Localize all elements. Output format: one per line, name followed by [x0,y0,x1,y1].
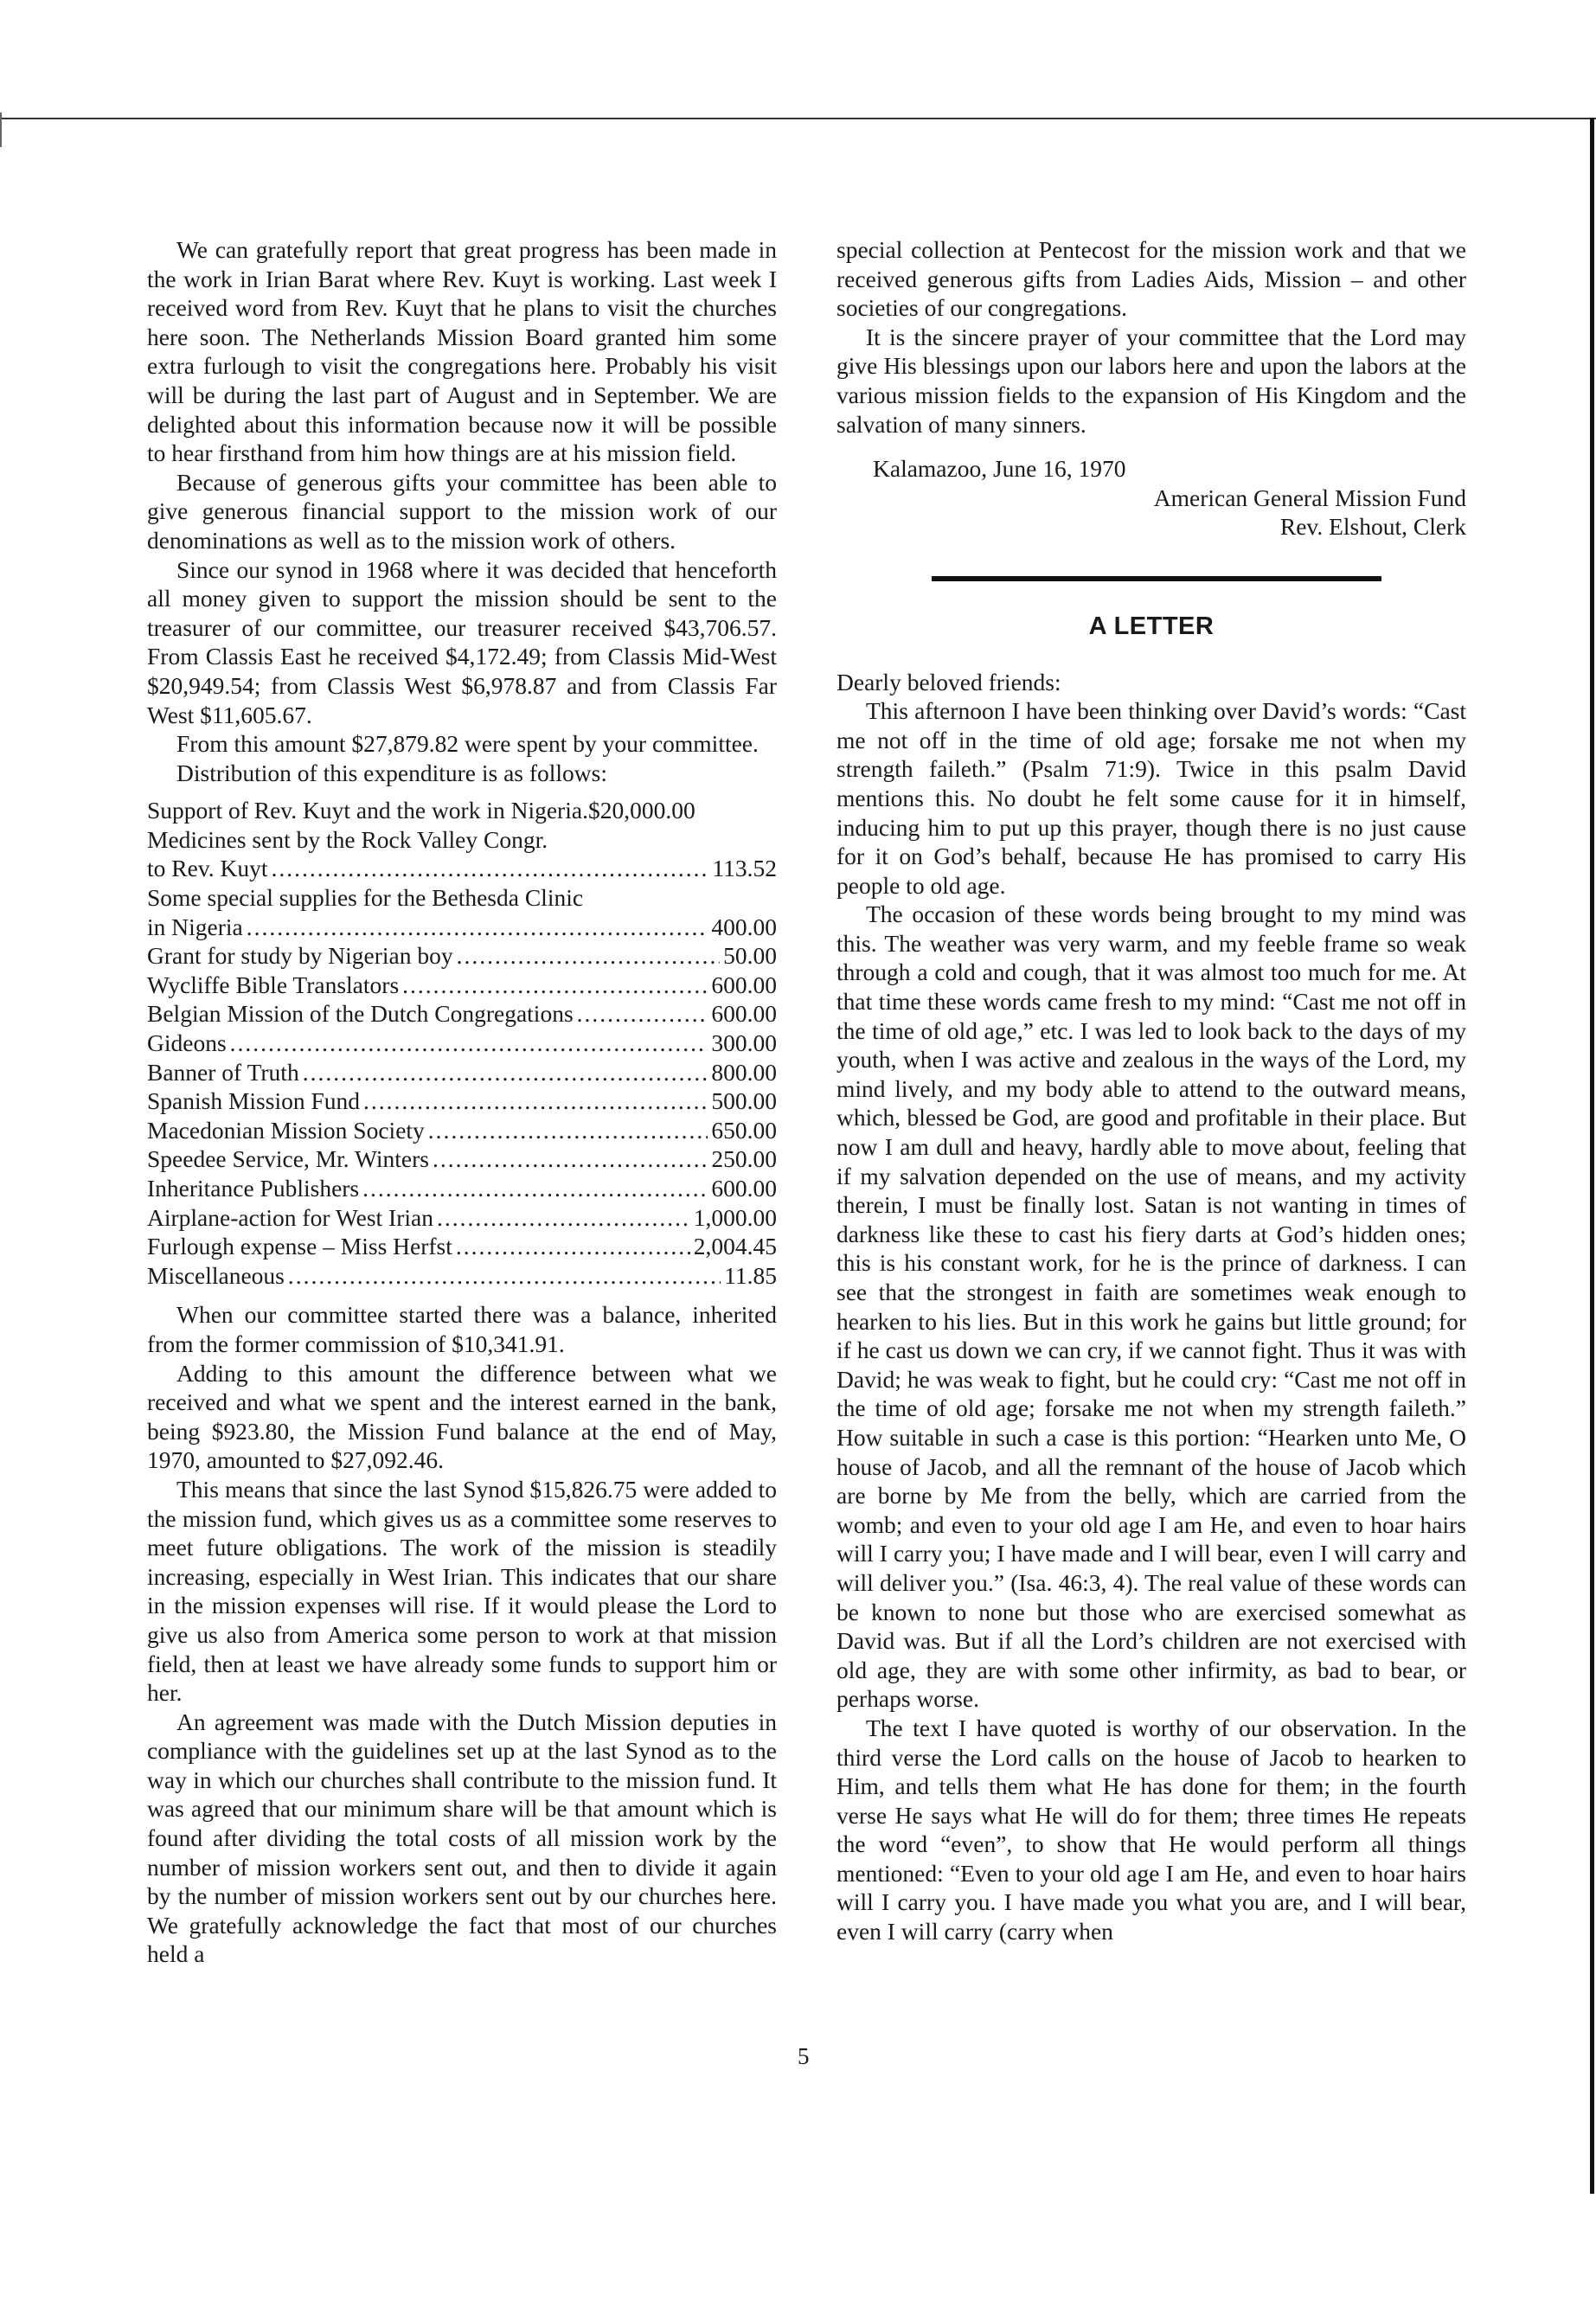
expenditure-amount: 500.00 [711,1087,777,1115]
paragraph: We can gratefully report that great progress has been made in the work in Irian Barat where Rev. Kuyt is working. Last week I received word from Rev. Kuyt that he plans to visit the churches here soon. The Netherlands Mission Board granted him some extra furlough to visit the congregations here. Probably his visit will be during the last part of August and in September. We are delighted about this information because now it will be possible to hear firsthand from him how things are at his mission field. [147,236,777,467]
paragraph: The text I have quoted is worthy of our observation. In the third verse the Lord calls on the house of Jacob to hearken to Him, and tells them what He has done for them; in the fourth verse He says what He will do for them; three times He repeats the word “even”, to show that He would perform all things mentioned: “Even to your old age I am He, and even to hoar hairs will I carry you. I have made you what you are, and I will bear, even I will carry (carry when [836,1714,1466,1945]
expenditure-row [147,854,777,883]
expenditure-label: to Rev. Kuyt [147,855,268,882]
expenditure-label: Miscellaneous [147,1261,285,1289]
dot-leader [577,999,708,1029]
dot-leader [433,1144,708,1174]
expenditure-row [147,1174,777,1203]
paragraph: When our committee started there was a balance, inherited from the former commission of $10,341.91. [147,1301,777,1357]
expenditure-amount: 400.00 [711,913,777,940]
expenditure-label: Furlough expense – Miss Herfst [147,1233,452,1260]
expenditure-label: Support of Rev. Kuyt and the work in Nigeria [147,797,583,824]
expenditure-row [147,1203,777,1233]
expenditure-row [147,1086,777,1116]
expenditure-amount: 1,000.00 [693,1203,777,1231]
expenditure-row [147,883,777,913]
left-column [147,235,777,1969]
expenditure-amount: 800.00 [711,1058,777,1086]
dot-leader [362,1174,708,1203]
paragraph: special collection at Pentecost for the mission work and that we received generous gifts from Ladies Aids, Mission – and other societies of our congregations. [836,236,1466,322]
expenditure-row [147,1058,777,1087]
dot-leader [402,971,708,1000]
dot-leader [288,1261,721,1291]
expenditure-amount: 113.52 [712,855,777,882]
dot-leader [457,941,721,971]
paragraph: The occasion of these words being brought to my mind was this. The weather was very warm, and my feeble frame so weak through a cold and cough, that it was almost too much for me. At that time these words came fresh to my mind: “Cast me not off in the time of old age,” etc. I was led to look back to the days of my youth, when I was active and zealous in the ways of the Lord, my mind lively, and my body able to attend to the outward means, which, blessed be God, are good and profitable in their place. But now I am dull and heavy, hardly able to move about, feeling that if my salvation depended on the use of means, and my activity therein, I must be finally lost. Satan is not wanting in times of darkness like these to cast his fiery darts at God’s hidden ones; this is his constant work, for he is the prince of darkness. I can see that the strongest in faith are sometimes weak enough to hearken to his lies. But in this work he gains but little ground; for if he cast us down we can cry, if we cannot fight. Thus it was with David; he was weak to fight, but he could cry: “Cast me not off in the time of old age; forsake me not when my strength faileth.” How suitable in such a case is this portion: “Hearken unto Me, O house of Jacob, and all the remnant of the house of Jacob which are borne by Me from the belly, which are carried from the womb; and even to your old age I am He, and even to hoar hairs will I carry you; I have made and I will bear, even I will carry and will deliver you.” (Isa. 46:3, 4). The real value of these words can be known to none but those who are exercised somewhat as David was. But if all the Lord’s children are not exercised with old age, they are with some other infirmity, as bad to bear, or perhaps worse. [836,901,1466,1713]
paragraph: Since our synod in 1968 where it was decided that henceforth all money given to support the mission should be sent to the treasurer of our committee, our treasurer received $43,706.57. From Classis East he received $4,172.49; from Classis Mid-West $20,949.54; from Classis West $6,978.87 and from Classis Far West $11,605.67. [147,555,777,728]
expenditure-label: Macedonian Mission Society [147,1116,425,1144]
expenditure-label: Airplane-action for West Irian [147,1203,433,1231]
page-top-rule [0,118,1596,119]
expenditure-label: Medicines sent by the Rock Valley Congr. [147,825,548,853]
dot-leader [437,1203,690,1233]
expenditure-row [147,941,777,971]
expenditure-label: Banner of Truth [147,1058,299,1086]
expenditure-amount: .$20,000.00 [582,797,695,824]
expenditure-label: in Nigeria [147,913,243,940]
expenditure-amount: 50.00 [723,942,777,970]
letter-title: A LETTER [1088,612,1215,640]
expenditure-label: Spanish Mission Fund [147,1087,361,1115]
page-left-edge [0,112,2,147]
expenditure-amount: 600.00 [711,1175,777,1202]
paragraph: An agreement was made with the Dutch Mission deputies in compliance with the guidelines set up at the last Synod as to the way in which our churches shall contribute to the mission fund. It was agreed that our minimum share will be that amount which is found after dividing the total costs of all mission work by the number of mission workers sent out, and then to divide it again by the number of mission workers sent out by our churches here. We gratefully acknowledge the fact that most of our churches held a [147,1708,777,1968]
paragraph: This means that since the last Synod $15,826.75 were added to the mission fund, which gives us as a committee some reserves to meet future obligations. The work of the mission is steadily increasing, especially in West Irian. This indicates that our share in the mission expenses will rise. If it would please the Lord to give us also from America some person to work at that mission field, then at least we have already some funds to support him or her. [147,1475,777,1707]
paragraph: Adding to this amount the difference between what we received and what we spent and the interest earned in the bank, being $923.80, the Mission Fund balance at the end of May, 1970, amounted to $27,092.46. [147,1359,777,1474]
signature-clerk: Rev. Elshout, Clerk [1279,513,1466,541]
expenditure-amount: 650.00 [711,1116,777,1144]
expenditure-row [147,913,777,942]
expenditure-amount: 2,004.45 [693,1233,777,1260]
expenditure-amount: 600.00 [711,1000,777,1028]
page-number: 5 [798,2043,810,2069]
dot-leader [363,1086,708,1116]
expenditure-label: Wycliffe Bible Translators [147,971,400,998]
expenditure-label: Speedee Service, Mr. Winters [147,1145,429,1173]
expenditure-label: Belgian Mission of the Dutch Congregations [147,1000,574,1028]
expenditure-row [147,1232,777,1261]
expenditure-row [147,796,777,825]
expenditure-amount: 250.00 [711,1145,777,1173]
expenditure-row [147,1261,777,1291]
section-divider [932,576,1381,581]
dot-leader [303,1058,708,1087]
expenditure-label: Gideons [147,1029,227,1057]
paragraph: This afternoon I have been thinking over David’s words: “Cast me not off in the time of old age; forsake me not when my strength faileth.” (Psalm 71:9). Twice in this psalm David mentions this. No doubt he felt some cause for it in himself, inducing him to put up this prayer, though there is no just cause for it on God’s behalf, because He has promised to carry His people to old age. [836,697,1466,899]
expenditure-row [147,971,777,1000]
right-column [836,235,1466,1946]
dot-leader [456,1232,690,1261]
dot-leader [230,1029,708,1058]
signature-block [836,454,1466,542]
expenditure-label: Inheritance Publishers [147,1175,360,1202]
expenditure-amount: 11.85 [724,1261,777,1289]
expenditure-row [147,1029,777,1058]
paragraph: Because of generous gifts your committee has been able to give generous financial support to the mission work of our denominations as well as to the mission work of others. [147,468,777,554]
dot-leader [428,1116,708,1145]
expenditure-label: Grant for study by Nigerian boy [147,942,453,970]
dot-leader [247,913,708,942]
paragraph: From this amount $27,879.82 were spent by your committee. [176,730,759,758]
signature-org: American General Mission Fund [1153,484,1466,511]
expenditure-row [147,999,777,1029]
paragraph: It is the sincere prayer of your committee that the Lord may give His blessings upon our labors here and upon the labors at the various mission fields to the expansion of His Kingdom and the salvation of many sinners. [836,323,1466,438]
expenditure-list [147,796,777,1290]
expenditure-row [147,825,777,855]
expenditure-amount: 600.00 [711,971,777,998]
salutation: Dearly beloved friends: [836,668,1061,695]
expenditure-row [147,1144,777,1174]
paragraph: Distribution of this expenditure is as follows: [176,759,608,786]
page-right-edge [1590,118,1594,2194]
expenditure-amount: 300.00 [711,1029,777,1057]
expenditure-row [147,1116,777,1145]
expenditure-label: Some special supplies for the Bethesda Clinic [147,884,584,912]
dot-leader [272,854,709,883]
place-date: Kalamazoo, June 16, 1970 [873,455,1126,483]
